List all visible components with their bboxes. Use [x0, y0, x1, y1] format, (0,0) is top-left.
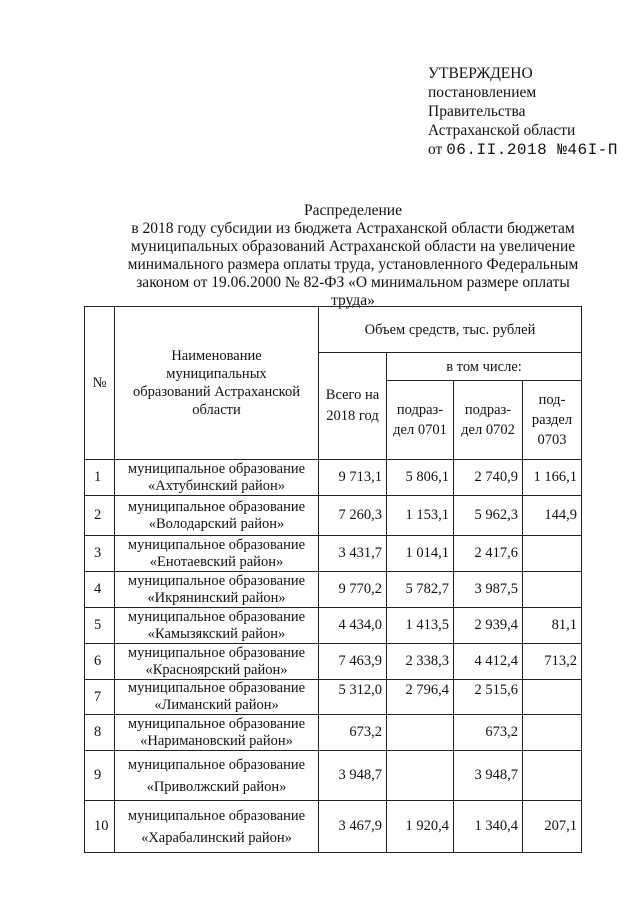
header-total: Всего на 2018 год — [319, 353, 387, 460]
row-0702: 673,2 — [454, 715, 523, 751]
row-total: 4 434,0 — [319, 608, 387, 644]
row-total: 5 312,0 — [319, 680, 387, 715]
row-num: 2 — [85, 496, 115, 536]
title-body: в 2018 году субсидии из бюджета Астраханской области бюджетам муниципальных образований Астраханской области на увеличение минимального размера оплаты труда, установленного Федеральным законом от 19.06.2000 № 82-ФЗ «О минимальном размере оплаты труда» — [127, 220, 579, 309]
row-0701: 2 796,4 — [387, 680, 454, 715]
row-num: 9 — [85, 751, 115, 801]
row-0702: 1 340,4 — [454, 801, 523, 853]
approval-heading: УТВЕРЖДЕНО — [428, 65, 533, 82]
header-sub-0702: подраз-дел 0702 — [454, 381, 523, 460]
row-0703: 144,9 — [523, 496, 582, 536]
row-num: 3 — [85, 536, 115, 572]
row-total: 9 770,2 — [319, 572, 387, 608]
row-total: 3 431,7 — [319, 536, 387, 572]
approval-line: Правительства — [428, 103, 526, 120]
table-row — [85, 801, 582, 853]
row-name: муниципальное образование «Енотаевский район» — [115, 536, 319, 572]
row-num: 10 — [85, 801, 115, 853]
row-name: муниципальное образование «Икрянинский район» — [115, 572, 319, 608]
row-num: 6 — [85, 644, 115, 680]
row-0702: 3 987,5 — [454, 572, 523, 608]
row-num: 8 — [85, 715, 115, 751]
header-volume: Объем средств, тыс. рублей — [319, 307, 582, 353]
row-0701: 5 806,1 — [387, 460, 454, 496]
row-name: муниципальное образование «Харабалинский район» — [115, 801, 319, 853]
row-total: 3 467,9 — [319, 801, 387, 853]
row-name: муниципальное образование «Камызякский район» — [115, 608, 319, 644]
row-total: 7 463,9 — [319, 644, 387, 680]
document-title — [118, 202, 588, 310]
table-row — [85, 572, 582, 608]
table-row — [85, 496, 582, 536]
table-row — [85, 751, 582, 801]
row-0703: 1 166,1 — [523, 460, 582, 496]
row-total: 9 713,1 — [319, 460, 387, 496]
approval-line: Астраханской области — [428, 122, 576, 139]
row-0703: 81,1 — [523, 608, 582, 644]
row-0703 — [523, 715, 582, 751]
row-0703: 713,2 — [523, 644, 582, 680]
row-0702: 2 740,9 — [454, 460, 523, 496]
row-name: муниципальное образование «Наримановский район» — [115, 715, 319, 751]
distribution-table — [84, 306, 582, 853]
row-0701 — [387, 751, 454, 801]
header-sub-0701: подраз-дел 0701 — [387, 381, 454, 460]
header-sub-0703: под-раздел 0703 — [523, 381, 582, 460]
row-0701: 1 920,4 — [387, 801, 454, 853]
row-0702: 2 939,4 — [454, 608, 523, 644]
row-total: 3 948,7 — [319, 751, 387, 801]
row-0703: 207,1 — [523, 801, 582, 853]
table-row — [85, 644, 582, 680]
row-0703 — [523, 536, 582, 572]
row-total: 7 260,3 — [319, 496, 387, 536]
row-name: муниципальное образование «Ахтубинский район» — [115, 460, 319, 496]
row-0703 — [523, 680, 582, 715]
row-num: 1 — [85, 460, 115, 496]
row-num: 7 — [85, 680, 115, 715]
table-row — [85, 536, 582, 572]
row-name: муниципальное образование «Володарский район» — [115, 496, 319, 536]
row-0702: 2 417,6 — [454, 536, 523, 572]
table-row — [85, 460, 582, 496]
approval-block — [428, 64, 618, 160]
row-0703 — [523, 572, 582, 608]
header-num: № — [85, 307, 115, 460]
table-row — [85, 715, 582, 751]
row-0701: 2 338,3 — [387, 644, 454, 680]
row-0702: 2 515,6 — [454, 680, 523, 715]
row-0702: 5 962,3 — [454, 496, 523, 536]
row-num: 5 — [85, 608, 115, 644]
approval-date — [428, 140, 618, 160]
table-row — [85, 680, 582, 715]
row-name: муниципальное образование «Красноярский район» — [115, 644, 319, 680]
title-heading: Распределение — [304, 202, 402, 219]
row-0701 — [387, 715, 454, 751]
header-name: Наименование муниципальных образований Астраханской области — [115, 307, 319, 460]
row-0701: 1 413,5 — [387, 608, 454, 644]
row-0702: 4 412,4 — [454, 644, 523, 680]
row-name: муниципальное образование «Лиманский район» — [115, 680, 319, 715]
row-0701: 5 782,7 — [387, 572, 454, 608]
row-0701: 1 153,1 — [387, 496, 454, 536]
header-including: в том числе: — [387, 353, 582, 381]
table-row — [85, 608, 582, 644]
date-prefix: от — [428, 141, 443, 158]
row-0703 — [523, 751, 582, 801]
row-total: 673,2 — [319, 715, 387, 751]
date-stamp: 06.II.2018 №46I-П — [446, 141, 618, 159]
row-name: муниципальное образование «Приволжский район» — [115, 751, 319, 801]
row-0701: 1 014,1 — [387, 536, 454, 572]
row-0702: 3 948,7 — [454, 751, 523, 801]
approval-line: постановлением — [428, 84, 537, 101]
row-num: 4 — [85, 572, 115, 608]
